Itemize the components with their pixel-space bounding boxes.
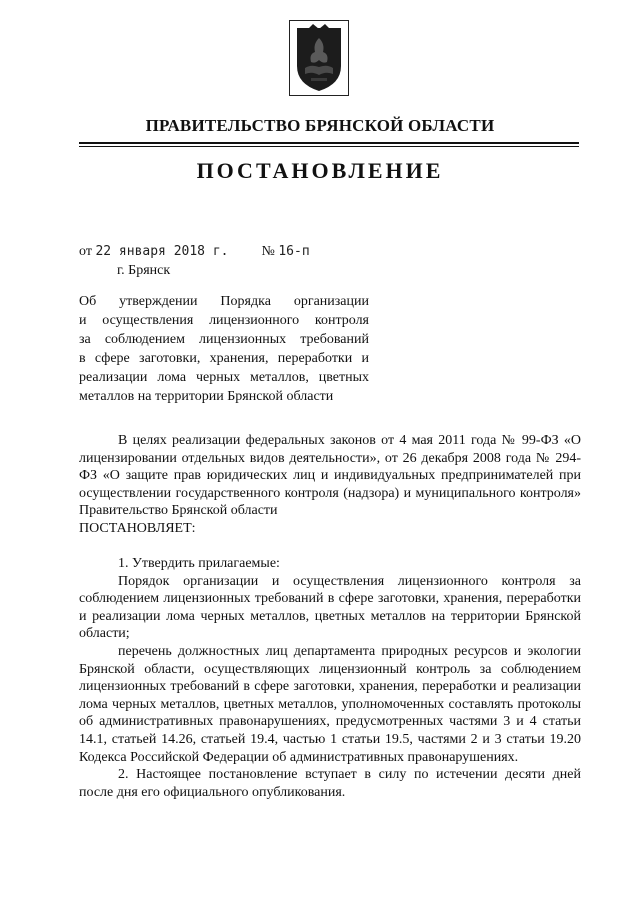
subject-line: за соблюдением лицензионных требований	[79, 332, 369, 347]
items-block	[79, 555, 581, 801]
coat-of-arms-icon	[289, 20, 349, 96]
preamble-block	[79, 432, 581, 538]
item-1-sub-2: перечень должностных лиц департамента природных ресурсов и экологии Брянской области, осуществляющих лицензионный контроль за соблюдением лицензионных требований в сфере заготовки, хранения, переработки и реализации лома черных металлов, цветных металлов, уполномоченных составлять протоколы об административных правонарушениях, предусмотренных частями 3 и 4 статьи 14.1, статьей 14.26, статьей 19.4, частью 1 статьи 19.5, частями 2 и 3 статьи 19.20 Кодекса Российской Федерации об административных правонарушениях.	[79, 643, 581, 765]
number-prefix: №	[261, 244, 275, 259]
header-rule-thick	[79, 142, 579, 144]
subject-line: Об утверждении Порядка организации	[79, 294, 369, 309]
subject-line: металлов на территории Брянской области	[79, 389, 334, 404]
date-number-line	[79, 244, 310, 260]
organization-title: ПРАВИТЕЛЬСТВО БРЯНСКОЙ ОБЛАСТИ	[145, 116, 495, 135]
subject-block	[79, 292, 369, 406]
subject-line: в сфере заготовки, хранения, переработки и	[79, 351, 369, 366]
item-1-heading: 1. Утвердить прилагаемые:	[118, 556, 280, 571]
date-prefix: от	[79, 244, 92, 259]
subject-line: и осуществления лицензионного контроля	[79, 313, 369, 328]
city: г. Брянск	[117, 263, 171, 278]
document-type-title: ПОСТАНОВЛЕНИЕ	[196, 158, 444, 183]
header-rule-thin	[79, 146, 579, 147]
item-2: 2. Настоящее постановление вступает в силу по истечении десяти дней после дня его официального опубликования.	[79, 767, 581, 800]
number-value: 16-п	[278, 244, 310, 259]
subject-line: реализации лома черных металлов, цветных	[79, 370, 369, 385]
item-1-sub-1: Порядок организации и осуществления лицензионного контроля за соблюдением лицензионных требований в сфере заготовки, хранения, переработки и реализации лома черных металлов, цветных металлов на территории Брянской области;	[79, 573, 581, 642]
preamble-paragraph: В целях реализации федеральных законов от 4 мая 2011 года № 99-ФЗ «О лицензировании отдельных видов деятельности», от 26 декабря 2008 года № 294-ФЗ «О защите прав юридических лиц и индивидуальных предпринимателей при осуществлении государственного контроля (надзора) и муниципального контроля» Правительство Брянской области	[79, 433, 581, 519]
date-value: 22 января 2018 г.	[95, 244, 229, 259]
decree-word: ПОСТАНОВЛЯЕТ:	[79, 520, 196, 536]
